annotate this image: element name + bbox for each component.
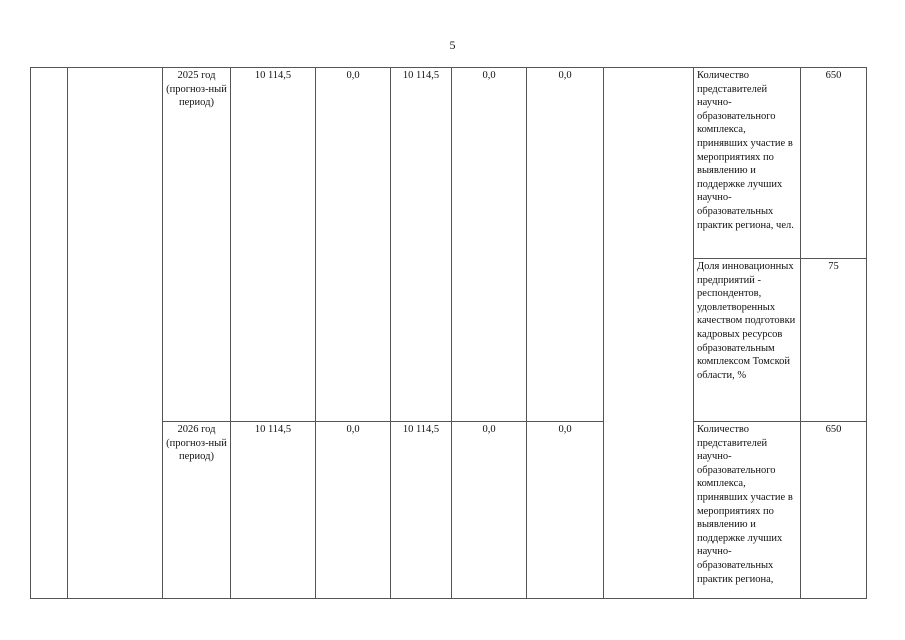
indicator-name-cell: Доля инновационных предприятий - респондентов, удовлетворенных качеством подготовки кадровых ресурсов образовательным комплексом Томской области, %: [694, 259, 801, 422]
indicator-value-cell: 75: [801, 259, 867, 422]
indicator-name-cell: Количество представителей научно-образовательного комплекса, принявших участие в мероприятиях по выявлению и поддержке лучших научно-образовательных практик региона, чел.: [694, 68, 801, 259]
federal-budget-cell: 0,0: [316, 68, 391, 422]
total-cell: 10 114,5: [231, 68, 316, 422]
period-cell: 2025 год (прогноз-ный период): [163, 68, 231, 422]
budget-table: [30, 67, 867, 599]
period-cell: 2026 год (прогноз-ный период): [163, 422, 231, 599]
regional-budget-cell: 10 114,5: [391, 422, 452, 599]
table-row: [31, 68, 867, 259]
other-sources-cell: 0,0: [527, 68, 604, 422]
regional-budget-cell: 10 114,5: [391, 68, 452, 422]
page-number: 5: [449, 38, 456, 52]
event-name-cell: [68, 68, 163, 599]
local-budget-cell: 0,0: [452, 422, 527, 599]
row-number-cell: [31, 68, 68, 599]
indicator-value-cell: 650: [801, 422, 867, 599]
other-sources-cell: 0,0: [527, 422, 604, 599]
indicator-value-cell: 650: [801, 68, 867, 259]
local-budget-cell: 0,0: [452, 68, 527, 422]
executor-cell: [604, 68, 694, 599]
total-cell: 10 114,5: [231, 422, 316, 599]
indicator-name-cell: Количество представителей научно-образовательного комплекса, принявших участие в мероприятиях по выявлению и поддержке лучших научно-образовательных практик региона,: [694, 422, 801, 599]
federal-budget-cell: 0,0: [316, 422, 391, 599]
